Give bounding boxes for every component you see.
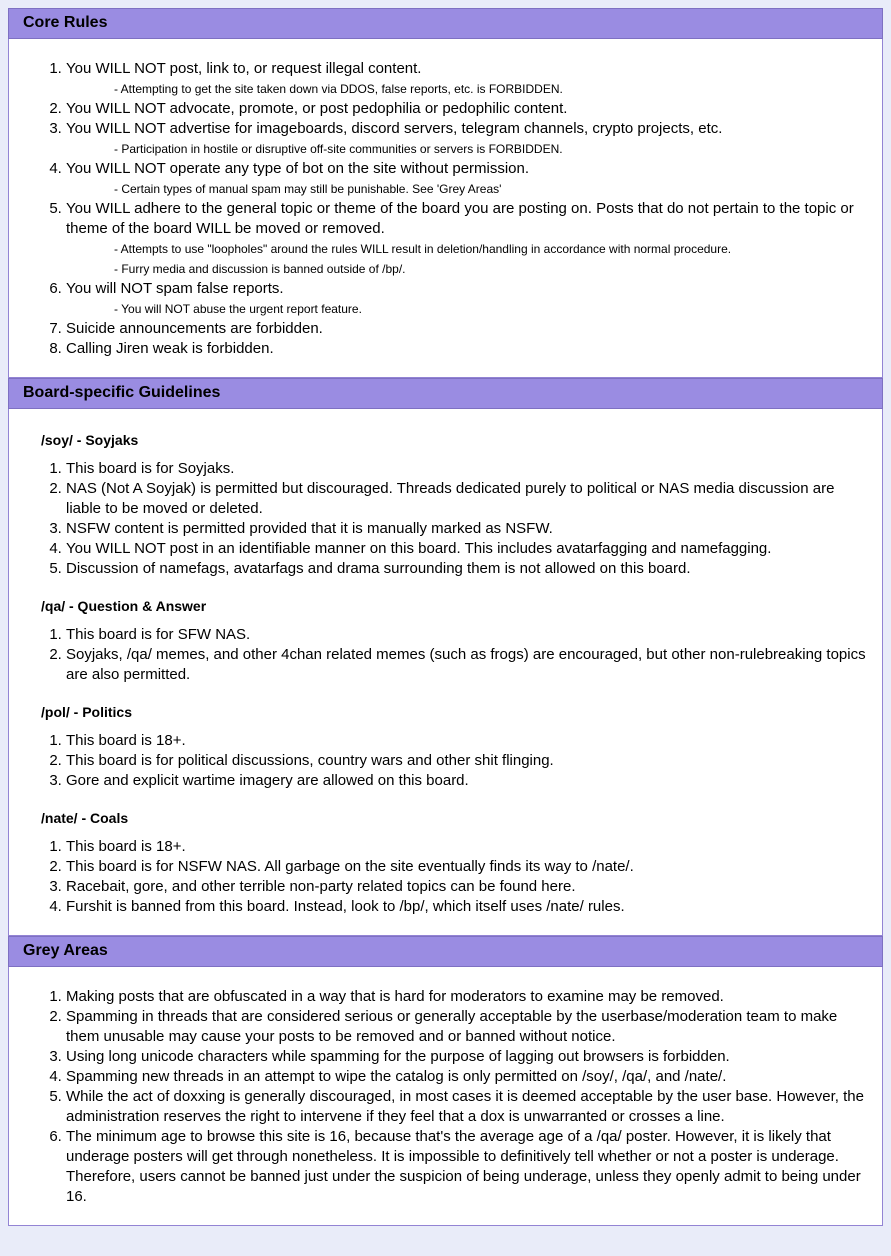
- board-heading: /qa/ - Question & Answer: [41, 598, 207, 614]
- rule-item: 5. While the act of doxxing is generally discouraged, in most cases it is deemed acceptable by the user base. However, the administration reserves the right to intervene if they feel that a dox is unwarranted or crosses a line.: [66, 1087, 872, 1127]
- rule-item: 1. This board is 18+.: [66, 837, 872, 857]
- rule-item: 2. This board is for political discussions, country wars and other shit flinging.: [66, 751, 872, 771]
- rule-group: [19, 59, 872, 359]
- rule-subnote: - Certain types of manual spam may still be punishable. See 'Grey Areas': [114, 182, 502, 196]
- section-core-rules: [8, 8, 883, 378]
- rule-item: 2. NAS (Not A Soyjak) is permitted but discouraged. Threads dedicated purely to political or NAS media discussion are liable to be moved or deleted.: [66, 479, 872, 519]
- rule-item: 6. The minimum age to browse this site is 16, because that's the average age of a /qa/ poster. However, it is likely that underage posters will get through nonetheless. It is impossible to definitively tell whether or not a poster is underage. Therefore, users cannot be banned just under the suspicion of being underage, unless they openly admit to being under 16.: [66, 1127, 872, 1207]
- rule-item: 2. Soyjaks, /qa/ memes, and other 4chan related memes (such as frogs) are encouraged, but other non-rulebreaking topics are also permitted.: [66, 645, 872, 685]
- rule-item: 7. Suicide announcements are forbidden.: [66, 319, 872, 339]
- rule-subnote: - Furry media and discussion is banned outside of /bp/.: [114, 262, 406, 276]
- rule-item: 1. You WILL NOT post, link to, or request illegal content. - Attempting to get the site taken down via DDOS, false reports, etc. is FORBIDDEN.: [66, 59, 872, 99]
- rule-group: [19, 431, 872, 579]
- board-heading: /pol/ - Politics: [41, 704, 133, 720]
- rule-item: 2. Spamming in threads that are considered serious or generally acceptable by the userbase/moderation team to make them unusable may cause your posts to be removed and or banned without notice.: [66, 1007, 872, 1047]
- section-grey-areas: [8, 936, 883, 1226]
- rule-item: 3. You WILL NOT advertise for imageboards, discord servers, telegram channels, crypto projects, etc. - Participation in hostile or disruptive off-site communities or servers is FORBIDDEN.: [66, 119, 872, 159]
- section-title: Core Rules: [23, 14, 108, 31]
- rule-item: 2. This board is for NSFW NAS. All garbage on the site eventually finds its way to /nate/.: [66, 857, 872, 877]
- section-title: Board-specific Guidelines: [23, 384, 221, 401]
- section-board-specific-guidelines: [8, 378, 883, 936]
- rule-item: 1. This board is 18+.: [66, 731, 872, 751]
- rule-group: [19, 987, 872, 1207]
- rule-item: 3. Gore and explicit wartime imagery are allowed on this board.: [66, 771, 872, 791]
- rule-group: [19, 597, 872, 685]
- rule-group: [19, 703, 872, 791]
- rule-item: 4. You WILL NOT post in an identifiable manner on this board. This includes avatarfagging and namefagging.: [66, 539, 872, 559]
- section-header-grey-areas: [8, 936, 883, 967]
- section-body-core-rules: [8, 39, 883, 378]
- rules-list: [19, 59, 872, 359]
- section-header-board-specific-guidelines: [8, 378, 883, 409]
- board-heading: /soy/ - Soyjaks: [41, 432, 139, 448]
- rule-item: 4. You WILL NOT operate any type of bot on the site without permission. - Certain types of manual spam may still be punishable. See 'Grey Areas': [66, 159, 872, 199]
- rule-item: 1. This board is for Soyjaks.: [66, 459, 872, 479]
- rule-item: 4. Furshit is banned from this board. Instead, look to /bp/, which itself uses /nate/ rules.: [66, 897, 872, 917]
- section-title: Grey Areas: [23, 942, 108, 959]
- rules-list: [19, 625, 872, 685]
- board-heading: /nate/ - Coals: [41, 810, 129, 826]
- rules-list: [19, 837, 872, 917]
- rule-item: 2. You WILL NOT advocate, promote, or post pedophilia or pedophilic content.: [66, 99, 872, 119]
- rule-subnote: - Participation in hostile or disruptive off-site communities or servers is FORBIDDEN.: [114, 142, 563, 156]
- rule-item: 8. Calling Jiren weak is forbidden.: [66, 339, 872, 359]
- rule-item: 6. You will NOT spam false reports. - You will NOT abuse the urgent report feature.: [66, 279, 872, 319]
- rule-item: 5. Discussion of namefags, avatarfags and drama surrounding them is not allowed on this board.: [66, 559, 872, 579]
- rule-item: 3. NSFW content is permitted provided that it is manually marked as NSFW.: [66, 519, 872, 539]
- section-header-core-rules: [8, 8, 883, 39]
- rule-item: 3. Using long unicode characters while spamming for the purpose of lagging out browsers is forbidden.: [66, 1047, 872, 1067]
- rule-subnote: - You will NOT abuse the urgent report feature.: [114, 302, 362, 316]
- rule-subnote: - Attempts to use "loopholes" around the rules WILL result in deletion/handling in accordance with normal procedure.: [114, 242, 732, 256]
- rule-item: 1. Making posts that are obfuscated in a way that is hard for moderators to examine may be removed.: [66, 987, 872, 1007]
- rule-subnote: - Attempting to get the site taken down via DDOS, false reports, etc. is FORBIDDEN.: [114, 82, 563, 96]
- section-body-board-specific-guidelines: [8, 409, 883, 936]
- rule-group: [19, 809, 872, 917]
- section-body-grey-areas: [8, 967, 883, 1226]
- rules-list: [19, 731, 872, 791]
- rule-item: 4. Spamming new threads in an attempt to wipe the catalog is only permitted on /soy/, /qa/, and /nate/.: [66, 1067, 872, 1087]
- rules-list: [19, 459, 872, 579]
- rules-list: [19, 987, 872, 1207]
- rule-item: 3. Racebait, gore, and other terrible non-party related topics can be found here.: [66, 877, 872, 897]
- rule-item: 5. You WILL adhere to the general topic or theme of the board you are posting on. Posts that do not pertain to the topic or theme of the board WILL be moved or removed. - Attempts to use "loopholes" around the rules WILL result in deletion/handling in accordance with normal procedure. - Furry media and discussion is banned outside of /bp/.: [66, 199, 872, 279]
- rule-item: 1. This board is for SFW NAS.: [66, 625, 872, 645]
